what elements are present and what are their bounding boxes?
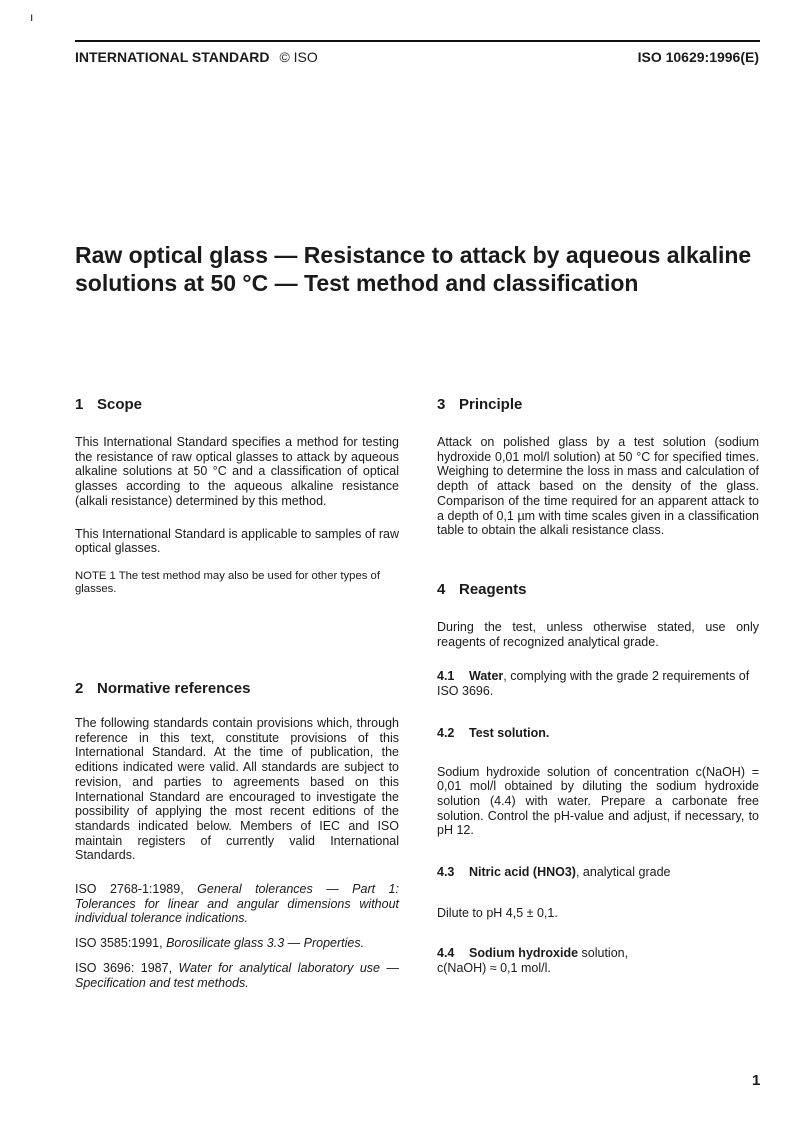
header-copyright: © ISO <box>279 49 318 65</box>
header-standard-label <box>75 49 318 65</box>
principle-paragraph: Attack on polished glass by a test solution (sodium hydroxide 0,01 mol/l solution) at 50 °C for specified times. Weighing to determine the loss in mass and calculation of depth of attack based on the density of the glass. Comparison of the time required for an apparent attack to a depth of 0,1 µm with time scales given in a classification table to obtain the alkali resistance class. <box>437 435 759 538</box>
normative-paragraph: The following standards contain provisions which, through reference in this text, constitute provisions of this International Standard. At the time of publication, the editions indicated were valid. All standards are subject to revision, and parties to agreements based on this International Standard are encouraged to investigate the possibility of applying the most recent editions of the standards indicated below. Members of IEC and ISO maintain registers of currently valid International Standards. <box>75 716 399 863</box>
reference-item: ISO 3696: 1987, Water for analytical laboratory use — Specification and test methods. <box>75 960 399 990</box>
header-left-text: INTERNATIONAL STANDARD <box>75 49 270 65</box>
subclause-4-3: 4.3 Nitric acid (HNO3), analytical grade <box>437 865 671 880</box>
reference-item: ISO 2768-1:1989, General tolerances — Part 1: Tolerances for linear and angular dimensions without individual tolerance indications. <box>75 882 399 926</box>
subclause-4-1: 4.1 Water, complying with the grade 2 requirements of ISO 3696. <box>437 669 750 699</box>
subclause-4-4: 4.4 Sodium hydroxide solution, <box>437 946 629 961</box>
subclause-4-2-text: Sodium hydroxide solution of concentration c(NaOH) = 0,01 mol/l obtained by diluting the sodium hydroxide solution (4.4) with water. Prepare a carbonate free solution. Control the pH-value and adjust, if necessary, to pH 12. <box>437 764 759 838</box>
section-scope <box>75 396 399 597</box>
subclause-4-2-heading: 4.2 Test solution. <box>437 725 550 740</box>
scope-heading: 1 Scope <box>75 396 143 413</box>
section-principle <box>437 396 759 538</box>
scope-note: NOTE 1 The test method may also be used for other types of glasses. <box>75 569 380 596</box>
reagents-paragraph: During the test, unless otherwise stated, use only reagents of recognized analytical grade. <box>437 620 759 649</box>
document-title: Raw optical glass — Resistance to attack by aqueous alkaline solutions at 50 °C — Test method and classification <box>75 242 752 296</box>
section-reagents <box>437 581 759 976</box>
reagents-heading: 4 Reagents <box>437 581 527 598</box>
header-document-id: ISO 10629:1996(E) <box>637 49 759 65</box>
section-normative-references <box>75 680 399 990</box>
normative-heading: 2 Normative references <box>75 680 251 697</box>
subclause-4-3-dilution: Dilute to pH 4,5 ± 0,1. <box>437 905 558 920</box>
scope-paragraph-2: This International Standard is applicable to samples of raw optical glasses. <box>75 526 399 556</box>
scope-paragraph-1: This International Standard specifies a method for testing the resistance of raw optical glasses to attack by aqueous alkaline solutions at 50 °C and a classification of optical glasses according to the aqueous alkaline resistance (alkali resistance) determined by this method. <box>75 435 399 508</box>
header-rule <box>75 40 760 42</box>
page-number: 1 <box>752 1072 761 1089</box>
reference-item: ISO 3585:1991, Borosilicate glass 3.3 — Properties. <box>75 936 365 951</box>
principle-heading: 3 Principle <box>437 396 523 413</box>
corner-mark: ı <box>30 10 34 24</box>
subclause-4-4-concentration: c(NaOH) ≈ 0,1 mol/l. <box>437 961 551 976</box>
